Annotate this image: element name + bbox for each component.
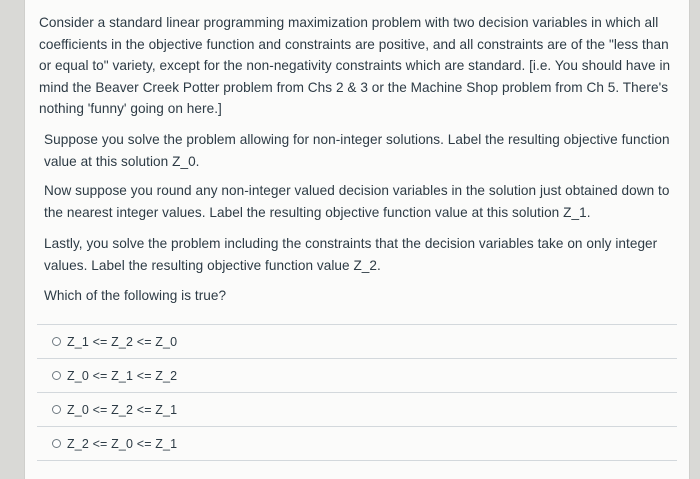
question-paragraph-z2: Lastly, you solve the problem including the constraints that the decision variables take on only integer values. Label the resulting objective function value Z_2. <box>44 236 658 273</box>
radio-button-icon[interactable] <box>52 337 61 346</box>
answer-option-4[interactable] <box>37 426 677 461</box>
answer-option-label: Z_0 <= Z_2 <= Z_1 <box>67 402 178 417</box>
answer-options-list <box>37 324 677 461</box>
answer-option-1[interactable] <box>37 324 677 358</box>
quiz-question-card <box>24 0 690 479</box>
question-paragraph-z0: Suppose you solve the problem allowing for non-integer solutions. Label the resulting objective function value at this solution Z_0. <box>44 132 670 169</box>
radio-button-icon[interactable] <box>52 439 61 448</box>
answer-option-label: Z_2 <= Z_0 <= Z_1 <box>67 436 178 451</box>
radio-button-icon[interactable] <box>52 371 61 380</box>
question-prompt: Which of the following is true? <box>44 288 227 303</box>
question-paragraph-intro: Consider a standard linear programming maximization problem with two decision variables in which all coefficients in the objective function and constraints are positive, and all constraints are of the "less than or equal to" variety, except for the non-negativity constraints which are standard. [i.e. You should have in mind the Beaver Creek Potter problem from Chs 2 & 3 or the Machine Shop problem from Ch 5. There's nothing 'funny' going on here.] <box>39 15 671 116</box>
answer-option-label: Z_1 <= Z_2 <= Z_0 <box>67 334 178 349</box>
answer-option-2[interactable] <box>37 358 677 392</box>
question-paragraph-z1: Now suppose you round any non-integer valued decision variables in the solution just obtained down to the nearest integer values. Label the resulting objective function value at this solution Z_1. <box>44 183 670 220</box>
answer-option-3[interactable] <box>37 392 677 426</box>
answer-option-label: Z_0 <= Z_1 <= Z_2 <box>67 368 178 383</box>
radio-button-icon[interactable] <box>52 405 61 414</box>
